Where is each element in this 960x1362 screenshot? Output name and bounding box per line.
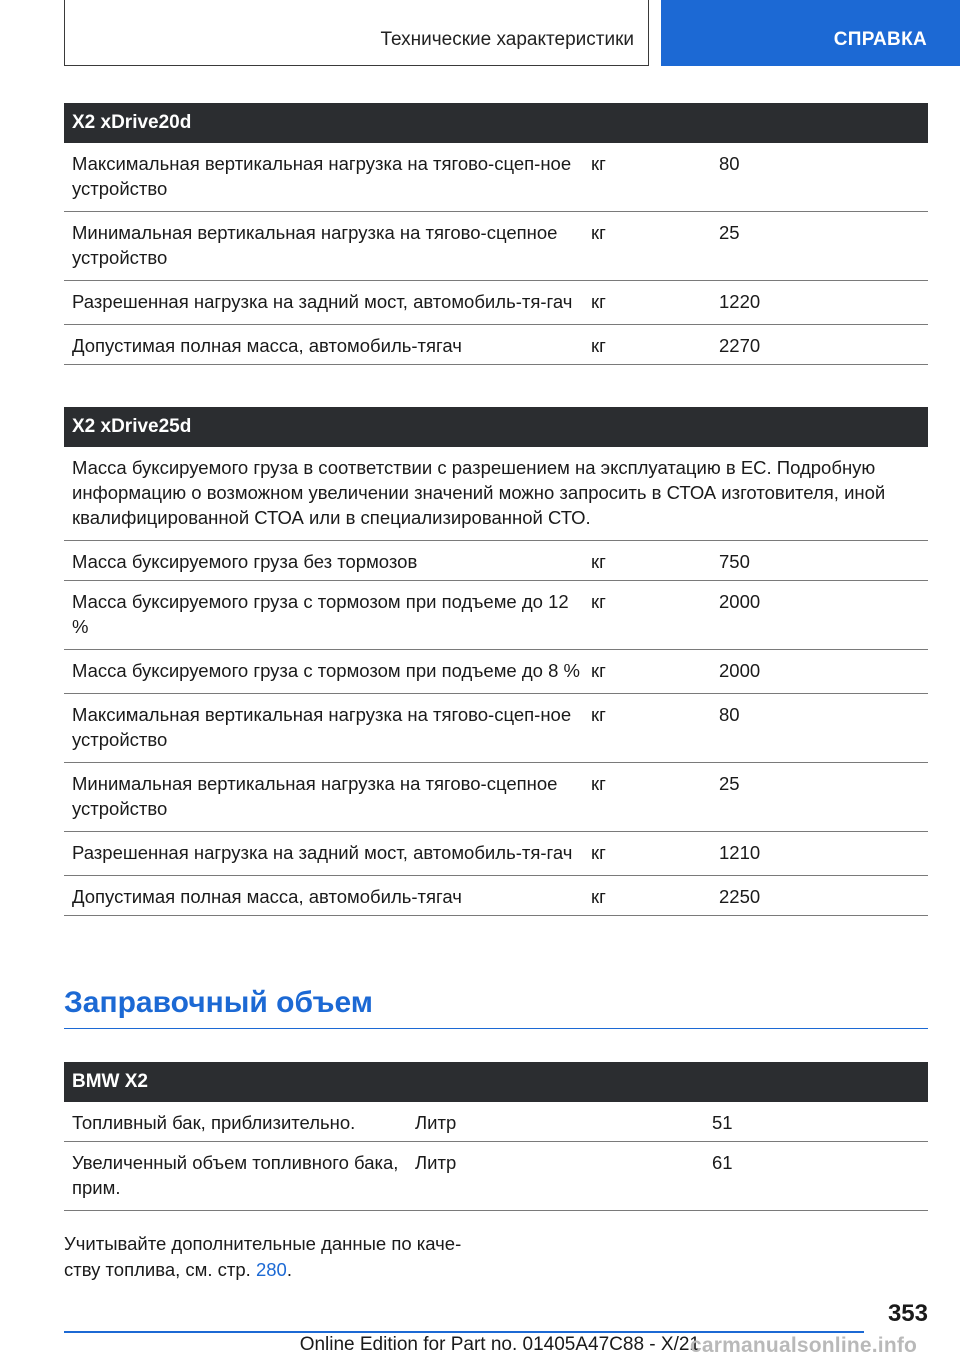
row-label: Допустимая полная масса, автомобиль-тягач (72, 886, 462, 907)
row-unit: кг (591, 335, 606, 356)
row-unit: Литр (415, 1152, 457, 1173)
header-tab-label: СПРАВКА (833, 29, 927, 50)
table-row (64, 832, 928, 876)
page-number: 353 (887, 1300, 928, 1327)
table-header: BMW X2 (64, 1062, 928, 1102)
row-value: 61 (712, 1152, 733, 1173)
spec-table-fuel (64, 1062, 928, 1211)
row-value: 25 (719, 222, 740, 243)
table-row (64, 541, 928, 581)
row-label: Разрешенная нагрузка на задний мост, автомобиль-тя-гач (72, 291, 573, 312)
row-value: 750 (719, 551, 750, 572)
row-label: Масса буксируемого груза без тормозов (72, 551, 418, 572)
spec-table-x2-xdrive25d (64, 407, 928, 916)
footnote-text: Учитывайте дополнительные данные по каче-ству топлива, см. стр. (64, 1233, 462, 1280)
row-value: 2250 (719, 886, 761, 907)
row-label: Масса буксируемого груза с тормозом при подъеме до 12 % (72, 591, 569, 637)
row-value: 2000 (719, 591, 761, 612)
row-value: 1210 (719, 842, 761, 863)
row-value: 2270 (719, 335, 761, 356)
row-unit: кг (591, 773, 606, 794)
row-unit: кг (591, 291, 606, 312)
table-row (64, 694, 928, 763)
table-row (64, 281, 928, 325)
row-value: 25 (719, 773, 740, 794)
row-label: Максимальная вертикальная нагрузка на тягово-сцеп-ное устройство (72, 704, 572, 750)
table-row (64, 876, 928, 916)
header-tab-reference[interactable] (661, 0, 960, 66)
header-section-label: Технические характеристики (380, 28, 634, 50)
footnote (64, 1231, 484, 1283)
row-label: Увеличенный объем топливного бака, прим. (72, 1152, 399, 1198)
row-value: 2000 (719, 660, 761, 681)
row-unit: кг (591, 704, 606, 725)
row-unit: кг (591, 842, 606, 863)
table-row (64, 650, 928, 694)
table-header: X2 xDrive20d (64, 103, 928, 143)
spec-table-x2-xdrive20d (64, 103, 928, 365)
watermark: carmanualsonline.info (690, 1334, 918, 1357)
footer-edition: Online Edition for Part no. 01405A47C88 - X/21 (299, 1334, 700, 1355)
table-row (64, 325, 928, 365)
row-unit: кг (591, 886, 606, 907)
row-value: 80 (719, 153, 740, 174)
row-label: Масса буксируемого груза с тормозом при подъеме до 8 % (72, 660, 580, 681)
section-heading-fuel-capacity: Заправочный объем (64, 986, 928, 1029)
row-label: Топливный бак, приблизительно. (72, 1112, 356, 1133)
table-note: Масса буксируемого груза в соответствии с разрешением на эксплуатацию в ЕС. Подробную информацию о возможном увеличении значений можно запросить в СТОА изготовителя, иной квалифицированной СТОА или в специализированной СТО. (64, 447, 928, 541)
row-unit: кг (591, 222, 606, 243)
table-header: X2 xDrive25d (64, 407, 928, 447)
row-value: 1220 (719, 291, 761, 312)
page-link[interactable]: 280 (255, 1259, 287, 1280)
table-row (64, 1102, 928, 1142)
table-row (64, 763, 928, 832)
row-value: 51 (712, 1112, 733, 1133)
table-row (64, 143, 928, 212)
footnote-end: . (286, 1259, 292, 1280)
header-section-title (64, 0, 649, 66)
row-unit: кг (591, 660, 606, 681)
row-label: Разрешенная нагрузка на задний мост, автомобиль-тя-гач (72, 842, 573, 863)
row-unit: кг (591, 591, 606, 612)
table-row (64, 212, 928, 281)
row-label: Допустимая полная масса, автомобиль-тягач (72, 335, 462, 356)
table-row (64, 581, 928, 650)
row-unit: кг (591, 153, 606, 174)
row-unit: кг (591, 551, 606, 572)
table-row (64, 1142, 928, 1211)
footer-divider (64, 1331, 864, 1333)
row-label: Минимальная вертикальная нагрузка на тягово-сцепное устройство (72, 773, 558, 819)
row-value: 80 (719, 704, 740, 725)
row-label: Минимальная вертикальная нагрузка на тягово-сцепное устройство (72, 222, 558, 268)
row-label: Максимальная вертикальная нагрузка на тягово-сцеп-ное устройство (72, 153, 572, 199)
row-unit: Литр (415, 1112, 457, 1133)
